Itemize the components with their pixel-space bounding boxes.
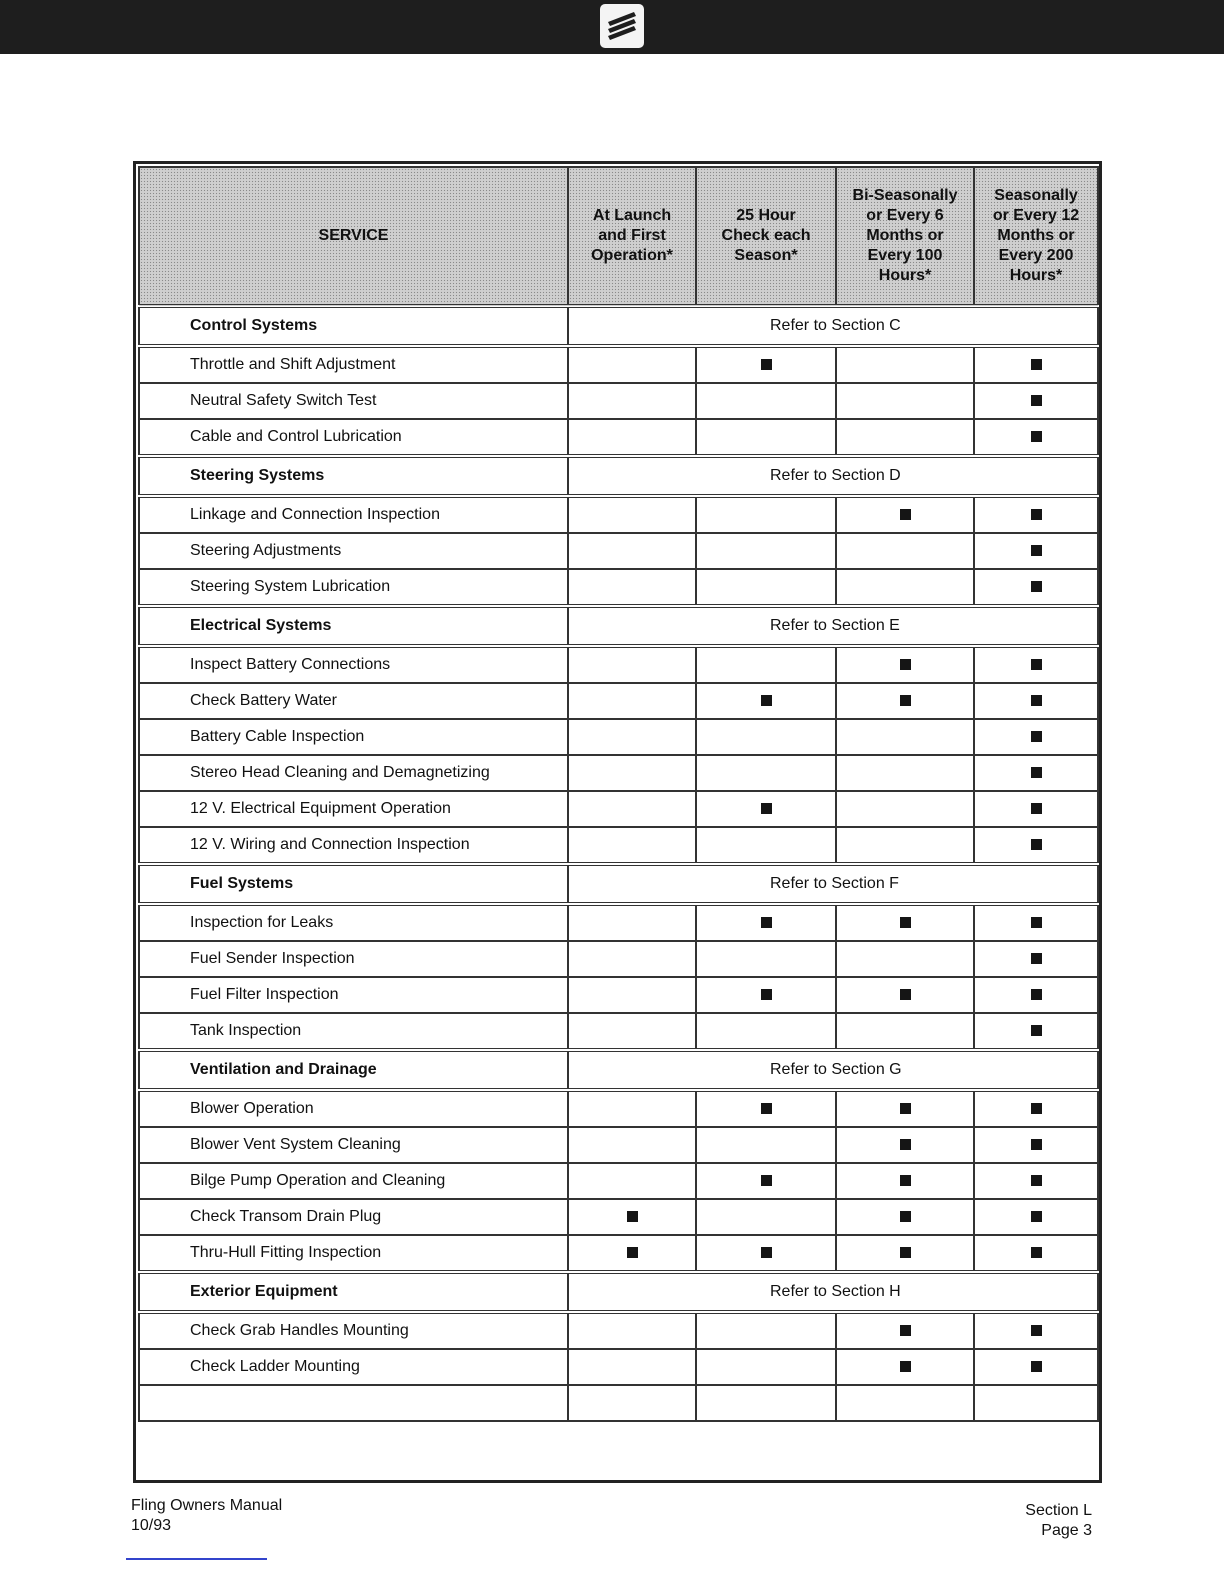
table-row xyxy=(139,904,1098,941)
scheduled-mark-icon xyxy=(900,1103,911,1114)
blank-cell xyxy=(696,1385,836,1421)
service-item-name: Steering Adjustments xyxy=(139,533,568,569)
interval-cell-4 xyxy=(974,1013,1098,1050)
interval-cell-1 xyxy=(568,383,696,419)
interval-cell-4 xyxy=(974,977,1098,1013)
interval-cell-2 xyxy=(696,719,836,755)
scheduled-mark-icon xyxy=(761,803,772,814)
section-reference: Refer to Section E xyxy=(770,617,900,634)
scheduled-mark-icon xyxy=(1031,1175,1042,1186)
interval-cell-4 xyxy=(974,904,1098,941)
section-reference: Refer to Section F xyxy=(770,875,899,892)
interval-cell-3 xyxy=(836,533,974,569)
table-row xyxy=(139,496,1098,533)
scheduled-mark-icon xyxy=(900,1175,911,1186)
interval-cell-3 xyxy=(836,827,974,864)
table-row xyxy=(139,533,1098,569)
table-row xyxy=(139,719,1098,755)
interval-cell-3 xyxy=(836,646,974,683)
interval-cell-4 xyxy=(974,1349,1098,1385)
section-reference: Refer to Section H xyxy=(770,1283,901,1300)
scheduled-mark-icon xyxy=(1031,431,1042,442)
service-item-name: Inspection for Leaks xyxy=(139,904,568,941)
interval-cell-1 xyxy=(568,1013,696,1050)
section-reference: Refer to Section C xyxy=(770,317,901,334)
service-item-name: Linkage and Connection Inspection xyxy=(139,496,568,533)
interval-cell-1 xyxy=(568,496,696,533)
section-label: Section L xyxy=(1025,1502,1092,1519)
interval-cell-1 xyxy=(568,827,696,864)
section-row xyxy=(139,1050,1098,1090)
scheduled-mark-icon xyxy=(761,695,772,706)
interval-cell-2 xyxy=(696,1349,836,1385)
section-title: Exterior Equipment xyxy=(139,1272,568,1312)
section-row xyxy=(139,864,1098,904)
scheduled-mark-icon xyxy=(1031,359,1042,370)
interval-cell-2 xyxy=(696,683,836,719)
scheduled-mark-icon xyxy=(1031,1139,1042,1150)
interval-cell-1 xyxy=(568,1235,696,1272)
interval-cell-4 xyxy=(974,569,1098,606)
interval-cell-2 xyxy=(696,1235,836,1272)
interval-cell-4 xyxy=(974,533,1098,569)
interval-cell-1 xyxy=(568,1127,696,1163)
interval-cell-3 xyxy=(836,496,974,533)
interval-cell-1 xyxy=(568,1199,696,1235)
interval-cell-4 xyxy=(974,827,1098,864)
interval-cell-4 xyxy=(974,1312,1098,1349)
blank-row xyxy=(139,1385,1098,1421)
section-reference-cell xyxy=(568,864,1098,904)
section-reference-cell xyxy=(568,456,1098,496)
interval-cell-4 xyxy=(974,1163,1098,1199)
interval-cell-3 xyxy=(836,755,974,791)
table-row xyxy=(139,1235,1098,1272)
table-header-row xyxy=(139,167,1098,306)
interval-cell-2 xyxy=(696,1199,836,1235)
interval-cell-2 xyxy=(696,383,836,419)
interval-cell-1 xyxy=(568,569,696,606)
interval-cell-2 xyxy=(696,346,836,383)
service-item-name: Cable and Control Lubrication xyxy=(139,419,568,456)
table-row xyxy=(139,646,1098,683)
scheduled-mark-icon xyxy=(1031,509,1042,520)
interval-cell-3 xyxy=(836,791,974,827)
interval-cell-3 xyxy=(836,977,974,1013)
interval-cell-4 xyxy=(974,383,1098,419)
table-row xyxy=(139,1163,1098,1199)
interval-cell-4 xyxy=(974,496,1098,533)
scheduled-mark-icon xyxy=(900,1325,911,1336)
scheduled-mark-icon xyxy=(627,1247,638,1258)
scheduled-mark-icon xyxy=(761,359,772,370)
interval-cell-2 xyxy=(696,496,836,533)
interval-cell-3 xyxy=(836,383,974,419)
footer-rule xyxy=(126,1558,267,1560)
interval-cell-3 xyxy=(836,941,974,977)
service-item-name: Bilge Pump Operation and Cleaning xyxy=(139,1163,568,1199)
interval-cell-2 xyxy=(696,1163,836,1199)
section-row xyxy=(139,606,1098,646)
service-item-name: Check Grab Handles Mounting xyxy=(139,1312,568,1349)
interval-cell-1 xyxy=(568,719,696,755)
section-title: Ventilation and Drainage xyxy=(139,1050,568,1090)
interval-cell-1 xyxy=(568,941,696,977)
scheduled-mark-icon xyxy=(1031,731,1042,742)
interval-cell-3 xyxy=(836,569,974,606)
service-item-name: 12 V. Electrical Equipment Operation xyxy=(139,791,568,827)
interval-cell-3 xyxy=(836,1090,974,1127)
scheduled-mark-icon xyxy=(900,1211,911,1222)
service-item-name: Blower Operation xyxy=(139,1090,568,1127)
scheduled-mark-icon xyxy=(627,1211,638,1222)
scheduled-mark-icon xyxy=(1031,1103,1042,1114)
scheduled-mark-icon xyxy=(1031,1025,1042,1036)
interval-cell-2 xyxy=(696,755,836,791)
scheduled-mark-icon xyxy=(1031,767,1042,778)
table-row xyxy=(139,1312,1098,1349)
service-item-name: 12 V. Wiring and Connection Inspection xyxy=(139,827,568,864)
section-row xyxy=(139,456,1098,496)
service-item-name: Stereo Head Cleaning and Demagnetizing xyxy=(139,755,568,791)
header-seasonally: Seasonally or Every 12 Months or Every 200 Hours* xyxy=(974,167,1098,306)
service-item-name: Steering System Lubrication xyxy=(139,569,568,606)
table-row xyxy=(139,1349,1098,1385)
interval-cell-1 xyxy=(568,533,696,569)
interval-cell-1 xyxy=(568,419,696,456)
interval-cell-1 xyxy=(568,791,696,827)
interval-cell-1 xyxy=(568,1090,696,1127)
service-item-name: Blower Vent System Cleaning xyxy=(139,1127,568,1163)
section-title: Electrical Systems xyxy=(139,606,568,646)
interval-cell-3 xyxy=(836,904,974,941)
maintenance-schedule-table xyxy=(133,161,1102,1483)
manual-date: 10/93 xyxy=(131,1517,172,1534)
interval-cell-4 xyxy=(974,1090,1098,1127)
footer-left xyxy=(131,1496,282,1536)
scheduled-mark-icon xyxy=(900,989,911,1000)
interval-cell-2 xyxy=(696,941,836,977)
service-item-name: Fuel Sender Inspection xyxy=(139,941,568,977)
header-at-launch: At Launch and First Operation* xyxy=(568,167,696,306)
interval-cell-4 xyxy=(974,683,1098,719)
service-item-name: Neutral Safety Switch Test xyxy=(139,383,568,419)
scheduled-mark-icon xyxy=(900,1139,911,1150)
scheduled-mark-icon xyxy=(1031,1361,1042,1372)
interval-cell-4 xyxy=(974,791,1098,827)
section-title: Fuel Systems xyxy=(139,864,568,904)
scheduled-mark-icon xyxy=(1031,545,1042,556)
interval-cell-4 xyxy=(974,346,1098,383)
section-reference-cell xyxy=(568,1272,1098,1312)
interval-cell-3 xyxy=(836,719,974,755)
interval-cell-4 xyxy=(974,755,1098,791)
interval-cell-2 xyxy=(696,904,836,941)
interval-cell-1 xyxy=(568,1163,696,1199)
interval-cell-3 xyxy=(836,1013,974,1050)
interval-cell-4 xyxy=(974,419,1098,456)
section-reference-cell xyxy=(568,606,1098,646)
scheduled-mark-icon xyxy=(761,917,772,928)
service-item-name: Fuel Filter Inspection xyxy=(139,977,568,1013)
interval-cell-4 xyxy=(974,941,1098,977)
table-row xyxy=(139,941,1098,977)
interval-cell-3 xyxy=(836,346,974,383)
section-reference-cell xyxy=(568,1050,1098,1090)
section-row xyxy=(139,306,1098,346)
blank-cell xyxy=(139,1385,568,1421)
interval-cell-3 xyxy=(836,1199,974,1235)
interval-cell-1 xyxy=(568,683,696,719)
interval-cell-2 xyxy=(696,1090,836,1127)
interval-cell-2 xyxy=(696,533,836,569)
interval-cell-1 xyxy=(568,1349,696,1385)
interval-cell-2 xyxy=(696,827,836,864)
interval-cell-3 xyxy=(836,683,974,719)
service-item-name: Check Battery Water xyxy=(139,683,568,719)
scheduled-mark-icon xyxy=(900,509,911,520)
footer-right xyxy=(960,1501,1092,1541)
section-row xyxy=(139,1272,1098,1312)
blank-cell xyxy=(836,1385,974,1421)
scheduled-mark-icon xyxy=(900,695,911,706)
interval-cell-2 xyxy=(696,977,836,1013)
table-row xyxy=(139,827,1098,864)
scheduled-mark-icon xyxy=(1031,659,1042,670)
interval-cell-2 xyxy=(696,1013,836,1050)
table-row xyxy=(139,569,1098,606)
wave-logo-icon xyxy=(600,4,644,48)
interval-cell-3 xyxy=(836,1127,974,1163)
scheduled-mark-icon xyxy=(1031,917,1042,928)
interval-cell-3 xyxy=(836,1312,974,1349)
service-item-name: Check Ladder Mounting xyxy=(139,1349,568,1385)
table-row xyxy=(139,977,1098,1013)
service-item-name: Tank Inspection xyxy=(139,1013,568,1050)
interval-cell-3 xyxy=(836,1349,974,1385)
header-25-hour: 25 Hour Check each Season* xyxy=(696,167,836,306)
interval-cell-4 xyxy=(974,1199,1098,1235)
interval-cell-1 xyxy=(568,904,696,941)
interval-cell-2 xyxy=(696,646,836,683)
table-row xyxy=(139,1199,1098,1235)
scheduled-mark-icon xyxy=(1031,695,1042,706)
scheduled-mark-icon xyxy=(1031,989,1042,1000)
section-reference-cell xyxy=(568,306,1098,346)
scheduled-mark-icon xyxy=(900,1247,911,1258)
scheduled-mark-icon xyxy=(900,659,911,670)
table-row xyxy=(139,1013,1098,1050)
interval-cell-3 xyxy=(836,1163,974,1199)
table-body xyxy=(139,306,1098,1421)
scheduled-mark-icon xyxy=(761,1103,772,1114)
service-item-name: Battery Cable Inspection xyxy=(139,719,568,755)
interval-cell-1 xyxy=(568,977,696,1013)
scheduled-mark-icon xyxy=(1031,803,1042,814)
page-number: Page 3 xyxy=(1041,1522,1092,1539)
scheduled-mark-icon xyxy=(761,989,772,1000)
interval-cell-2 xyxy=(696,791,836,827)
interval-cell-4 xyxy=(974,1127,1098,1163)
section-title: Control Systems xyxy=(139,306,568,346)
interval-cell-2 xyxy=(696,1312,836,1349)
table-row xyxy=(139,383,1098,419)
interval-cell-1 xyxy=(568,646,696,683)
service-item-name: Inspect Battery Connections xyxy=(139,646,568,683)
service-item-name: Check Transom Drain Plug xyxy=(139,1199,568,1235)
blank-cell xyxy=(568,1385,696,1421)
service-item-name: Throttle and Shift Adjustment xyxy=(139,346,568,383)
section-reference: Refer to Section D xyxy=(770,467,901,484)
interval-cell-4 xyxy=(974,719,1098,755)
table-row xyxy=(139,419,1098,456)
scheduled-mark-icon xyxy=(1031,953,1042,964)
interval-cell-3 xyxy=(836,1235,974,1272)
section-reference: Refer to Section G xyxy=(770,1061,902,1078)
interval-cell-4 xyxy=(974,646,1098,683)
interval-cell-1 xyxy=(568,755,696,791)
scheduled-mark-icon xyxy=(761,1247,772,1258)
interval-cell-2 xyxy=(696,569,836,606)
interval-cell-1 xyxy=(568,346,696,383)
table-row xyxy=(139,791,1098,827)
scheduled-mark-icon xyxy=(761,1175,772,1186)
scheduled-mark-icon xyxy=(1031,1247,1042,1258)
scheduled-mark-icon xyxy=(1031,1325,1042,1336)
scheduled-mark-icon xyxy=(1031,581,1042,592)
service-item-name: Thru-Hull Fitting Inspection xyxy=(139,1235,568,1272)
scheduled-mark-icon xyxy=(900,917,911,928)
interval-cell-1 xyxy=(568,1312,696,1349)
header-service: SERVICE xyxy=(139,167,568,306)
interval-cell-2 xyxy=(696,419,836,456)
section-title: Steering Systems xyxy=(139,456,568,496)
scheduled-mark-icon xyxy=(1031,839,1042,850)
manual-title: Fling Owners Manual xyxy=(131,1497,283,1514)
table-row xyxy=(139,683,1098,719)
table-row xyxy=(139,1090,1098,1127)
interval-cell-2 xyxy=(696,1127,836,1163)
scheduled-mark-icon xyxy=(900,1361,911,1372)
header-bi-seasonally: Bi-Seasonally or Every 6 Months or Every 100 Hours* xyxy=(836,167,974,306)
table-row xyxy=(139,755,1098,791)
interval-cell-4 xyxy=(974,1235,1098,1272)
blank-cell xyxy=(974,1385,1098,1421)
table-row xyxy=(139,1127,1098,1163)
interval-cell-3 xyxy=(836,419,974,456)
scheduled-mark-icon xyxy=(1031,395,1042,406)
table-row xyxy=(139,346,1098,383)
scheduled-mark-icon xyxy=(1031,1211,1042,1222)
